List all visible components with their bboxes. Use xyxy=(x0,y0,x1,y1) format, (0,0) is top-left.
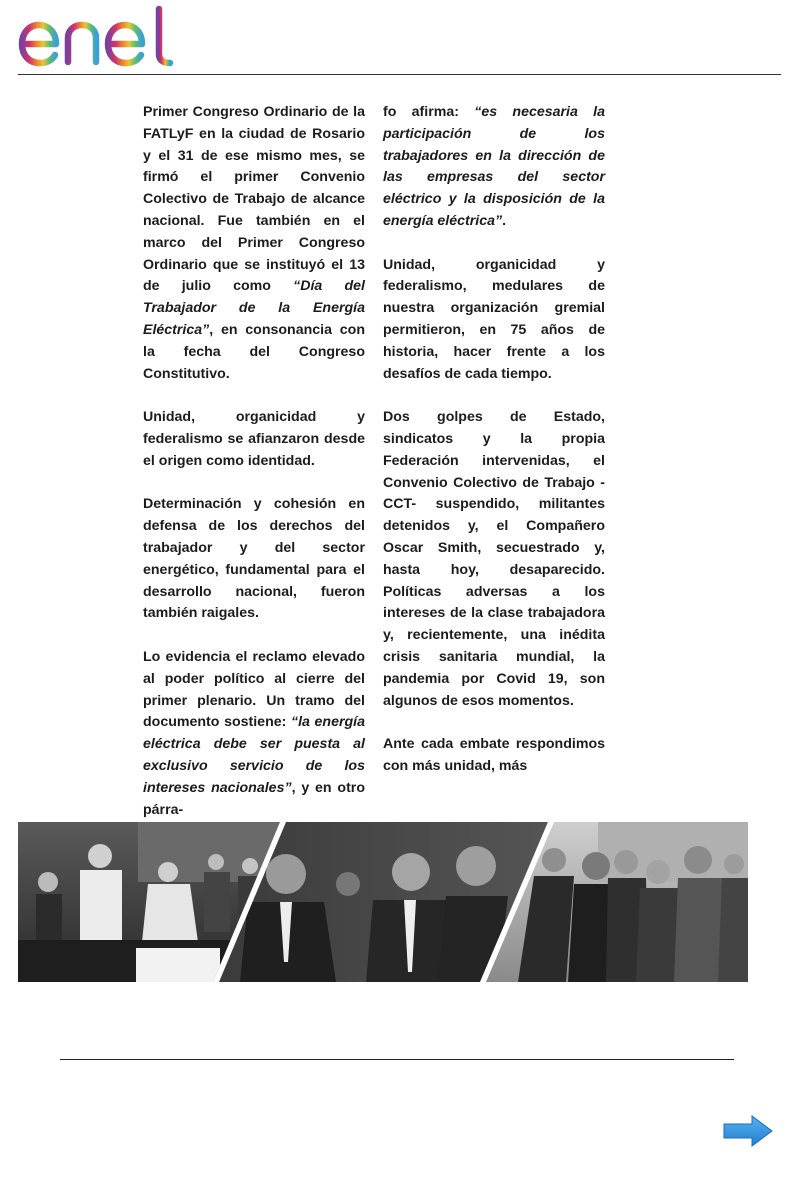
historic-photo-strip xyxy=(18,822,748,982)
quoted-text: “la energía eléctrica debe ser puesta al exclusivo servicio de los intereses nacionales” xyxy=(143,714,365,796)
paragraph-text: , en consonancia con la fecha del Congreso Constitutivo. xyxy=(143,321,365,382)
article-paragraph xyxy=(383,734,605,778)
paragraph-text: Ante cada embate respondimos con más unidad, más xyxy=(383,736,605,774)
article-paragraph xyxy=(383,407,605,712)
paragraph-text: Unidad, organicidad y federalismo se afianzaron desde el origen como identidad. xyxy=(143,409,365,469)
article-paragraph xyxy=(383,102,605,233)
paragraph-text: Determinación y cohesión en defensa de los derechos del trabajador y del sector energético, fundamental para el desarrollo nacional, fueron también raigales. xyxy=(143,496,365,622)
header-divider xyxy=(18,74,781,75)
article-paragraph xyxy=(143,494,365,625)
paragraph-text: fo afirma: xyxy=(383,104,475,120)
paragraph-text: , y en otro párra- xyxy=(143,779,365,818)
article-paragraph xyxy=(143,102,365,385)
quoted-text: “Día del Trabajador de la Energía Eléctrica” xyxy=(143,278,365,338)
article-paragraph xyxy=(383,255,605,386)
article-paragraph xyxy=(143,407,365,472)
enel-logo xyxy=(16,4,186,70)
article-column-right xyxy=(383,102,605,778)
paragraph-text: Dos golpes de Estado, sindicatos y la propia Federación intervenidas, el Convenio Colectivo de Trabajo -CCT- suspendido, militantes detenidos y, el Compañero Oscar Smith, secuestrado y, hasta hoy, desaparecido. Políticas adversas a los intereses de la clase trabajadora y, recientemente, una inédita crisis sanitaria mundial, la pandemia por Covid 19, son algunos de esos momentos. xyxy=(383,409,605,709)
paragraph-text: Unidad, organicidad y federalismo, medulares de nuestra organización gremial permitieron, en 75 años de historia, hacer frente a los desafíos de cada tiempo. xyxy=(383,256,605,382)
right-arrow-icon[interactable] xyxy=(722,1113,774,1149)
paragraph-text: Primer Congreso Ordinario de la FATLyF en la ciudad de Rosario y el 31 de ese mismo mes, se firmó el primer Convenio Colectivo de Trabajo de alcance nacional. Fue también en el marco del Primer Congreso Ordinario que se instituyó el 13 de julio como xyxy=(143,104,365,295)
paragraph-text: Lo evidencia el reclamo elevado al poder político al cierre del primer plenario. Un tramo del documento sostiene: xyxy=(143,648,365,731)
article-paragraph xyxy=(143,647,365,821)
paragraph-text: . xyxy=(502,212,507,229)
footer-divider xyxy=(60,1059,734,1060)
quoted-text: “es necesaria la participación de los trabajadores en la dirección de las empresas del sector eléctrico y la disposición de la energía eléctrica” xyxy=(383,104,605,229)
article-column-left xyxy=(143,102,365,821)
